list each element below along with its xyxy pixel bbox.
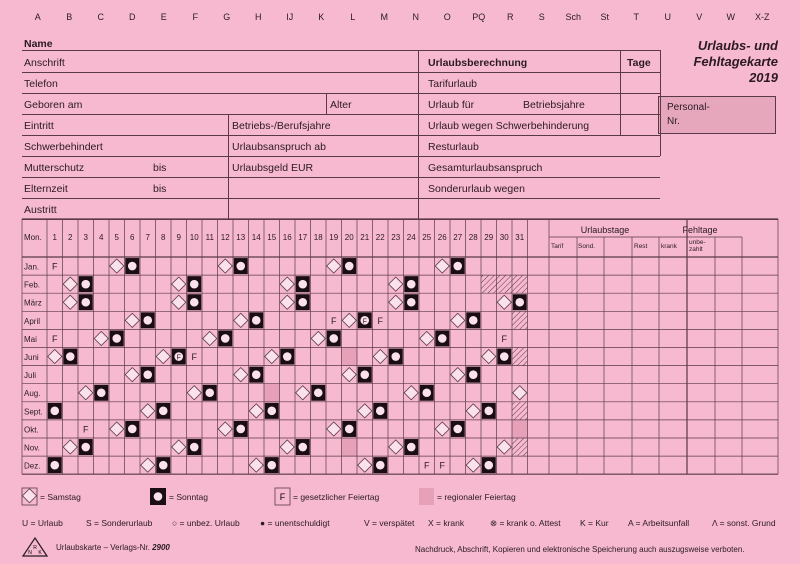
month-header: Mon. <box>24 233 42 242</box>
urlaubsgeld-label: Urlaubsgeld EUR <box>232 162 314 174</box>
svg-text:K: K <box>38 550 42 556</box>
day-header: 1 <box>52 233 57 242</box>
holiday-mark: F <box>377 315 383 326</box>
sub-header: Sond. <box>578 243 595 250</box>
month-label: Aug. <box>24 389 41 399</box>
code-item: A = Arbeitsunfall <box>628 518 690 528</box>
day-header: 5 <box>114 233 119 242</box>
footer-left <box>56 543 170 552</box>
holiday-mark: F <box>362 318 367 326</box>
day-header: 30 <box>499 233 509 242</box>
day-header: 27 <box>453 233 463 242</box>
day-header: 17 <box>298 233 308 242</box>
footer-verlag: Urlaubskarte – Verlags-Nr. <box>56 543 150 552</box>
day-header: 18 <box>313 233 323 242</box>
legend-regional: = regionaler Feiertag <box>437 492 516 502</box>
day-header: 14 <box>251 233 261 242</box>
register-letter[interactable]: IJ <box>286 12 294 22</box>
day-header: 13 <box>236 233 246 242</box>
month-label: Juli <box>24 371 37 381</box>
day-header: 31 <box>515 233 525 242</box>
day-header: 26 <box>437 233 447 242</box>
betriebsjahre-label: Betriebs-/Berufsjahre <box>232 120 331 132</box>
legend-regional-box <box>419 488 434 505</box>
day-header: 21 <box>360 233 370 242</box>
title-line2: Fehltagekarte <box>693 54 778 69</box>
holiday-mark: F <box>439 460 445 471</box>
register-letter[interactable]: G <box>223 12 231 22</box>
legend-samstag: = Samstag <box>40 492 81 502</box>
footer-copyright: Nachdruck, Abschrift, Kopieren und elektronische Speicherung auch auszugsweise verboten. <box>415 545 745 554</box>
rnk-logo <box>22 537 48 557</box>
tage-header: Tage <box>627 57 651 69</box>
register-letter[interactable]: L <box>350 12 356 22</box>
register-letter[interactable]: W <box>726 12 735 22</box>
title-line1: Urlaubs- und <box>697 38 778 53</box>
code-item: ○ = unbez. Urlaub <box>172 518 240 528</box>
footer-nr: 2900 <box>152 543 170 552</box>
day-header: 29 <box>484 233 494 242</box>
month-label: Feb. <box>24 280 41 290</box>
code-item: Λ = sonst. Grund <box>712 518 776 528</box>
name-label: Name <box>24 38 53 50</box>
month-label: Sept. <box>24 407 43 417</box>
title-year: 2019 <box>749 70 778 85</box>
resturlaub-label: Resturlaub <box>428 141 479 153</box>
mutterschutz-label: Mutterschutz <box>24 162 85 174</box>
month-label: Nov. <box>24 443 40 453</box>
month-label: April <box>24 316 41 326</box>
day-header: 23 <box>391 233 401 242</box>
personal-label2: Nr. <box>667 116 680 127</box>
day-header: 7 <box>145 233 150 242</box>
austritt-label: Austritt <box>24 204 57 216</box>
register-letter[interactable]: H <box>255 12 262 22</box>
day-header: 20 <box>344 233 354 242</box>
register-letter[interactable]: A <box>34 12 41 22</box>
urlaubsanspruch-label: Urlaubsanspruch ab <box>232 141 326 153</box>
holiday-mark: F <box>83 424 89 435</box>
legend-feiertag: = gesetzlicher Feiertag <box>293 492 380 502</box>
register-letter[interactable]: D <box>129 12 136 22</box>
day-header: 12 <box>220 233 230 242</box>
urlaubstage-header: Urlaubstage <box>580 225 630 235</box>
day-header: 16 <box>282 233 292 242</box>
urlaub-fuer-label: Urlaub für <box>428 99 475 111</box>
register-letter[interactable]: K <box>318 12 325 22</box>
register-letter[interactable]: M <box>380 12 388 22</box>
day-header: 4 <box>99 233 104 242</box>
anschrift-label: Anschrift <box>24 57 65 69</box>
code-item: ⊗ = krank o. Attest <box>490 518 561 528</box>
day-header: 28 <box>468 233 478 242</box>
sub-header: unbe- <box>689 239 706 246</box>
calc-betriebsjahre-label: Betriebsjahre <box>523 99 585 111</box>
holiday-mark: F <box>501 333 507 344</box>
code-item: V = verspätet <box>364 518 415 528</box>
register-letter[interactable]: St <box>600 12 609 22</box>
telefon-label: Telefon <box>24 78 58 90</box>
code-item: ● = unentschuldigt <box>260 518 330 528</box>
day-header: 8 <box>161 233 166 242</box>
code-item: S = Sonderurlaub <box>86 518 153 528</box>
register-letter[interactable]: O <box>443 12 451 22</box>
register-letter[interactable]: B <box>66 12 73 22</box>
month-label: Juni <box>24 353 39 362</box>
schwerbehindert-label: Schwerbehindert <box>24 141 103 153</box>
holiday-mark: F <box>176 354 181 362</box>
register-letter[interactable]: S <box>538 12 545 22</box>
holiday-mark: F <box>191 352 197 363</box>
sub-header: Tarif <box>551 243 564 250</box>
day-header: 3 <box>83 233 88 242</box>
fehltage-header: Fehltage <box>682 225 718 235</box>
legend-sonntag: = Sonntag <box>169 492 208 502</box>
day-header: 6 <box>130 233 135 242</box>
holiday-mark: F <box>331 315 337 326</box>
eintritt-label: Eintritt <box>24 120 54 132</box>
svg-text:R: R <box>33 545 37 551</box>
register-letter[interactable]: T <box>633 12 639 22</box>
month-label: Okt. <box>24 425 39 435</box>
holiday-mark: F <box>424 460 430 471</box>
register-letter[interactable]: R <box>507 12 514 22</box>
gesamturlaub-label: Gesamturlaubsanspruch <box>428 162 543 174</box>
sub-header: zahlt <box>689 246 703 253</box>
legend-sat-diamond <box>22 489 36 503</box>
register-letter[interactable]: Sch <box>565 12 581 22</box>
day-header: 19 <box>329 233 339 242</box>
day-header: 24 <box>406 233 416 242</box>
day-header: 10 <box>189 233 199 242</box>
elternzeit-label: Elternzeit <box>24 183 68 195</box>
month-label: März <box>24 298 42 308</box>
sonderurlaub-label: Sonderurlaub wegen <box>428 183 525 195</box>
code-item: U = Urlaub <box>22 518 63 528</box>
day-header: 25 <box>422 233 432 242</box>
register-letter[interactable]: N <box>412 12 419 22</box>
sub-header: Rest <box>634 243 648 250</box>
code-item: X = krank <box>428 518 465 528</box>
register-letter[interactable]: C <box>97 12 104 22</box>
register-letter[interactable]: X-Z <box>755 12 770 22</box>
register-letter[interactable]: E <box>160 12 167 22</box>
personal-label1: Personal- <box>667 102 710 113</box>
sub-header: krank <box>661 243 677 250</box>
alter-label: Alter <box>330 99 352 111</box>
register-letter[interactable]: U <box>664 12 671 22</box>
holiday-mark: F <box>52 261 58 272</box>
day-header: 11 <box>205 233 214 242</box>
day-header: 22 <box>375 233 385 242</box>
svg-text:N: N <box>28 550 32 556</box>
month-label: Mai <box>24 334 37 344</box>
day-header: 9 <box>176 233 181 242</box>
register-letter[interactable]: PQ <box>472 12 486 22</box>
day-header: 15 <box>267 233 277 242</box>
urlaubsberechnung-header: Urlaubsberechnung <box>428 57 528 69</box>
holiday-mark: F <box>52 333 58 344</box>
register-letter[interactable]: F <box>192 12 198 22</box>
geboren-label: Geboren am <box>24 99 83 111</box>
schwerbehinderung-label: Urlaub wegen Schwerbehinderung <box>428 120 590 132</box>
legend-f: F <box>279 492 286 502</box>
register-letter[interactable]: V <box>696 12 703 22</box>
month-label: Jan. <box>24 262 40 272</box>
month-label: Dez. <box>24 461 41 471</box>
bis-label-1: bis <box>153 162 167 174</box>
day-header: 2 <box>68 233 73 242</box>
code-item: K = Kur <box>580 518 609 528</box>
bis-label-2: bis <box>153 183 167 195</box>
tarifurlaub-label: Tarifurlaub <box>428 78 478 90</box>
